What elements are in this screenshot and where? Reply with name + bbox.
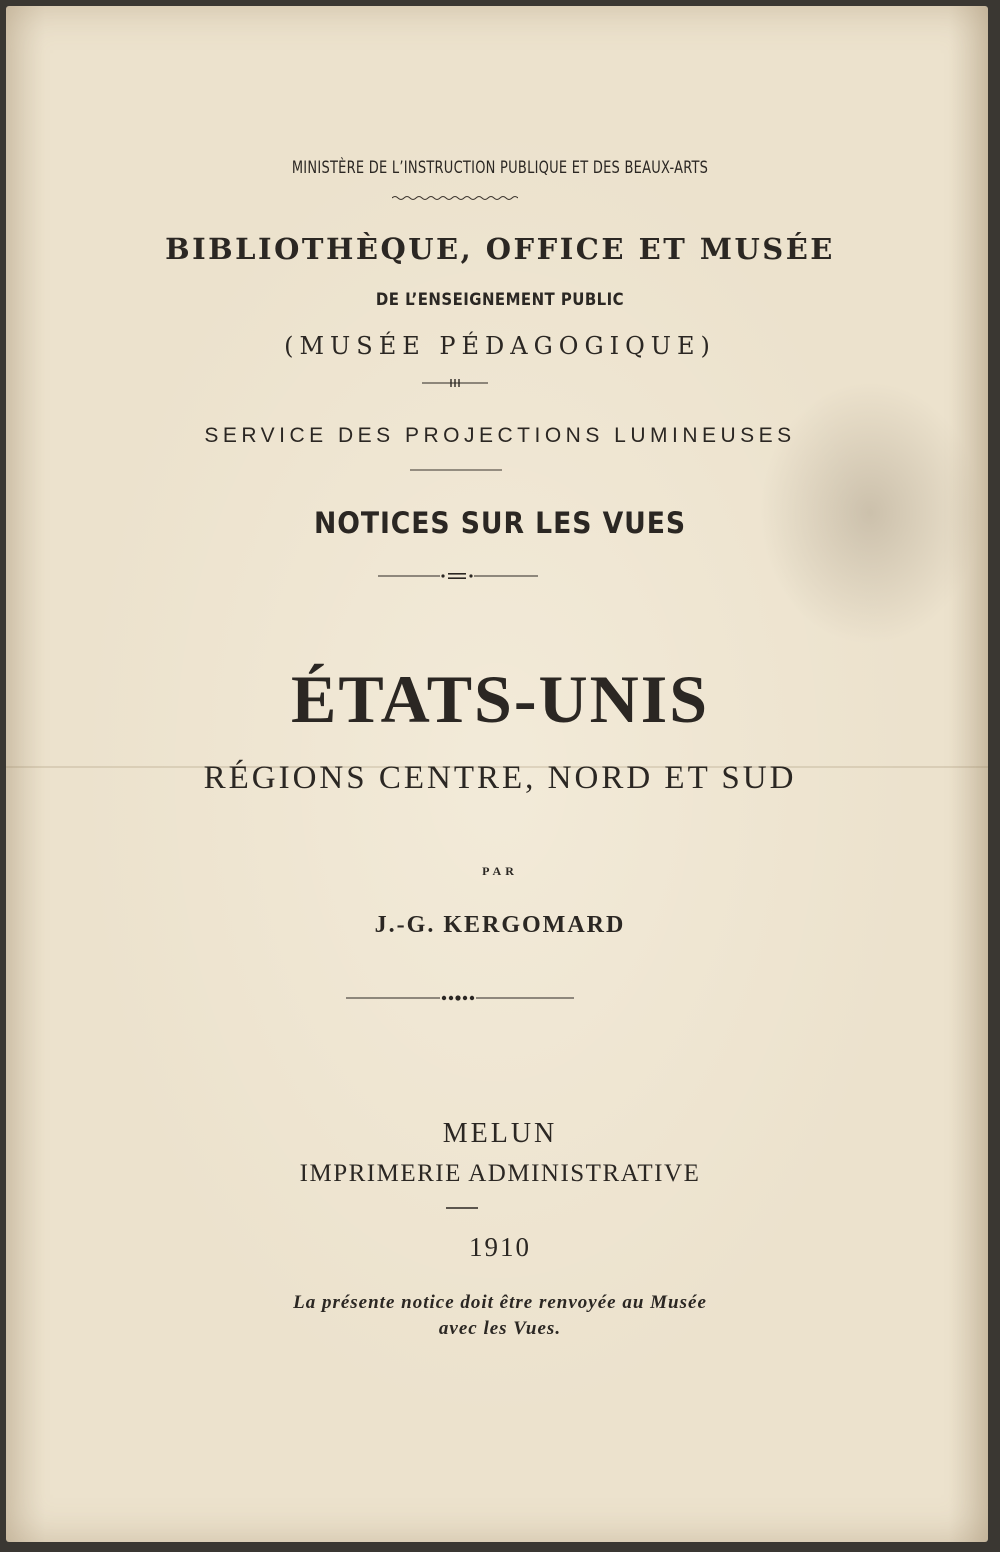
small-rule-ornament	[422, 378, 488, 388]
publication-city: MELUN	[442, 1118, 558, 1149]
institution-subheading: DE L’ENSEIGNEMENT PUBLIC	[375, 290, 625, 310]
subtitle: RÉGIONS CENTRE, NORD ET SUD	[203, 760, 797, 796]
by-label: PAR	[482, 864, 518, 878]
wavy-rule-ornament	[392, 194, 518, 202]
return-notice-line-1: La présente notice doit être renvoyée au Musée	[293, 1292, 707, 1313]
beaded-rule-ornament	[346, 992, 574, 1004]
main-title: ÉTATS-UNIS	[290, 661, 710, 737]
institution-heading: BIBLIOTHÈQUE, OFFICE ET MUSÉE	[165, 232, 835, 266]
dotted-rule-ornament	[378, 570, 538, 582]
short-rule	[446, 1206, 478, 1210]
service-heading: SERVICE DES PROJECTIONS LUMINEUSES	[204, 424, 796, 447]
publication-year: 1910	[469, 1232, 531, 1262]
ministry-heading: MINISTÈRE DE L’INSTRUCTION PUBLIQUE ET DES BEAUX-ARTS	[291, 158, 709, 178]
return-notice-line-2: avec les Vues.	[438, 1318, 562, 1339]
printer-name: IMPRIMERIE ADMINISTRATIVE	[299, 1160, 701, 1187]
series-heading: NOTICES SUR LES VUES	[313, 506, 687, 540]
author-name: J.-G. KERGOMARD	[374, 912, 626, 938]
plain-rule	[410, 468, 502, 472]
museum-name: (MUSÉE PÉDAGOGIQUE)	[284, 332, 716, 360]
